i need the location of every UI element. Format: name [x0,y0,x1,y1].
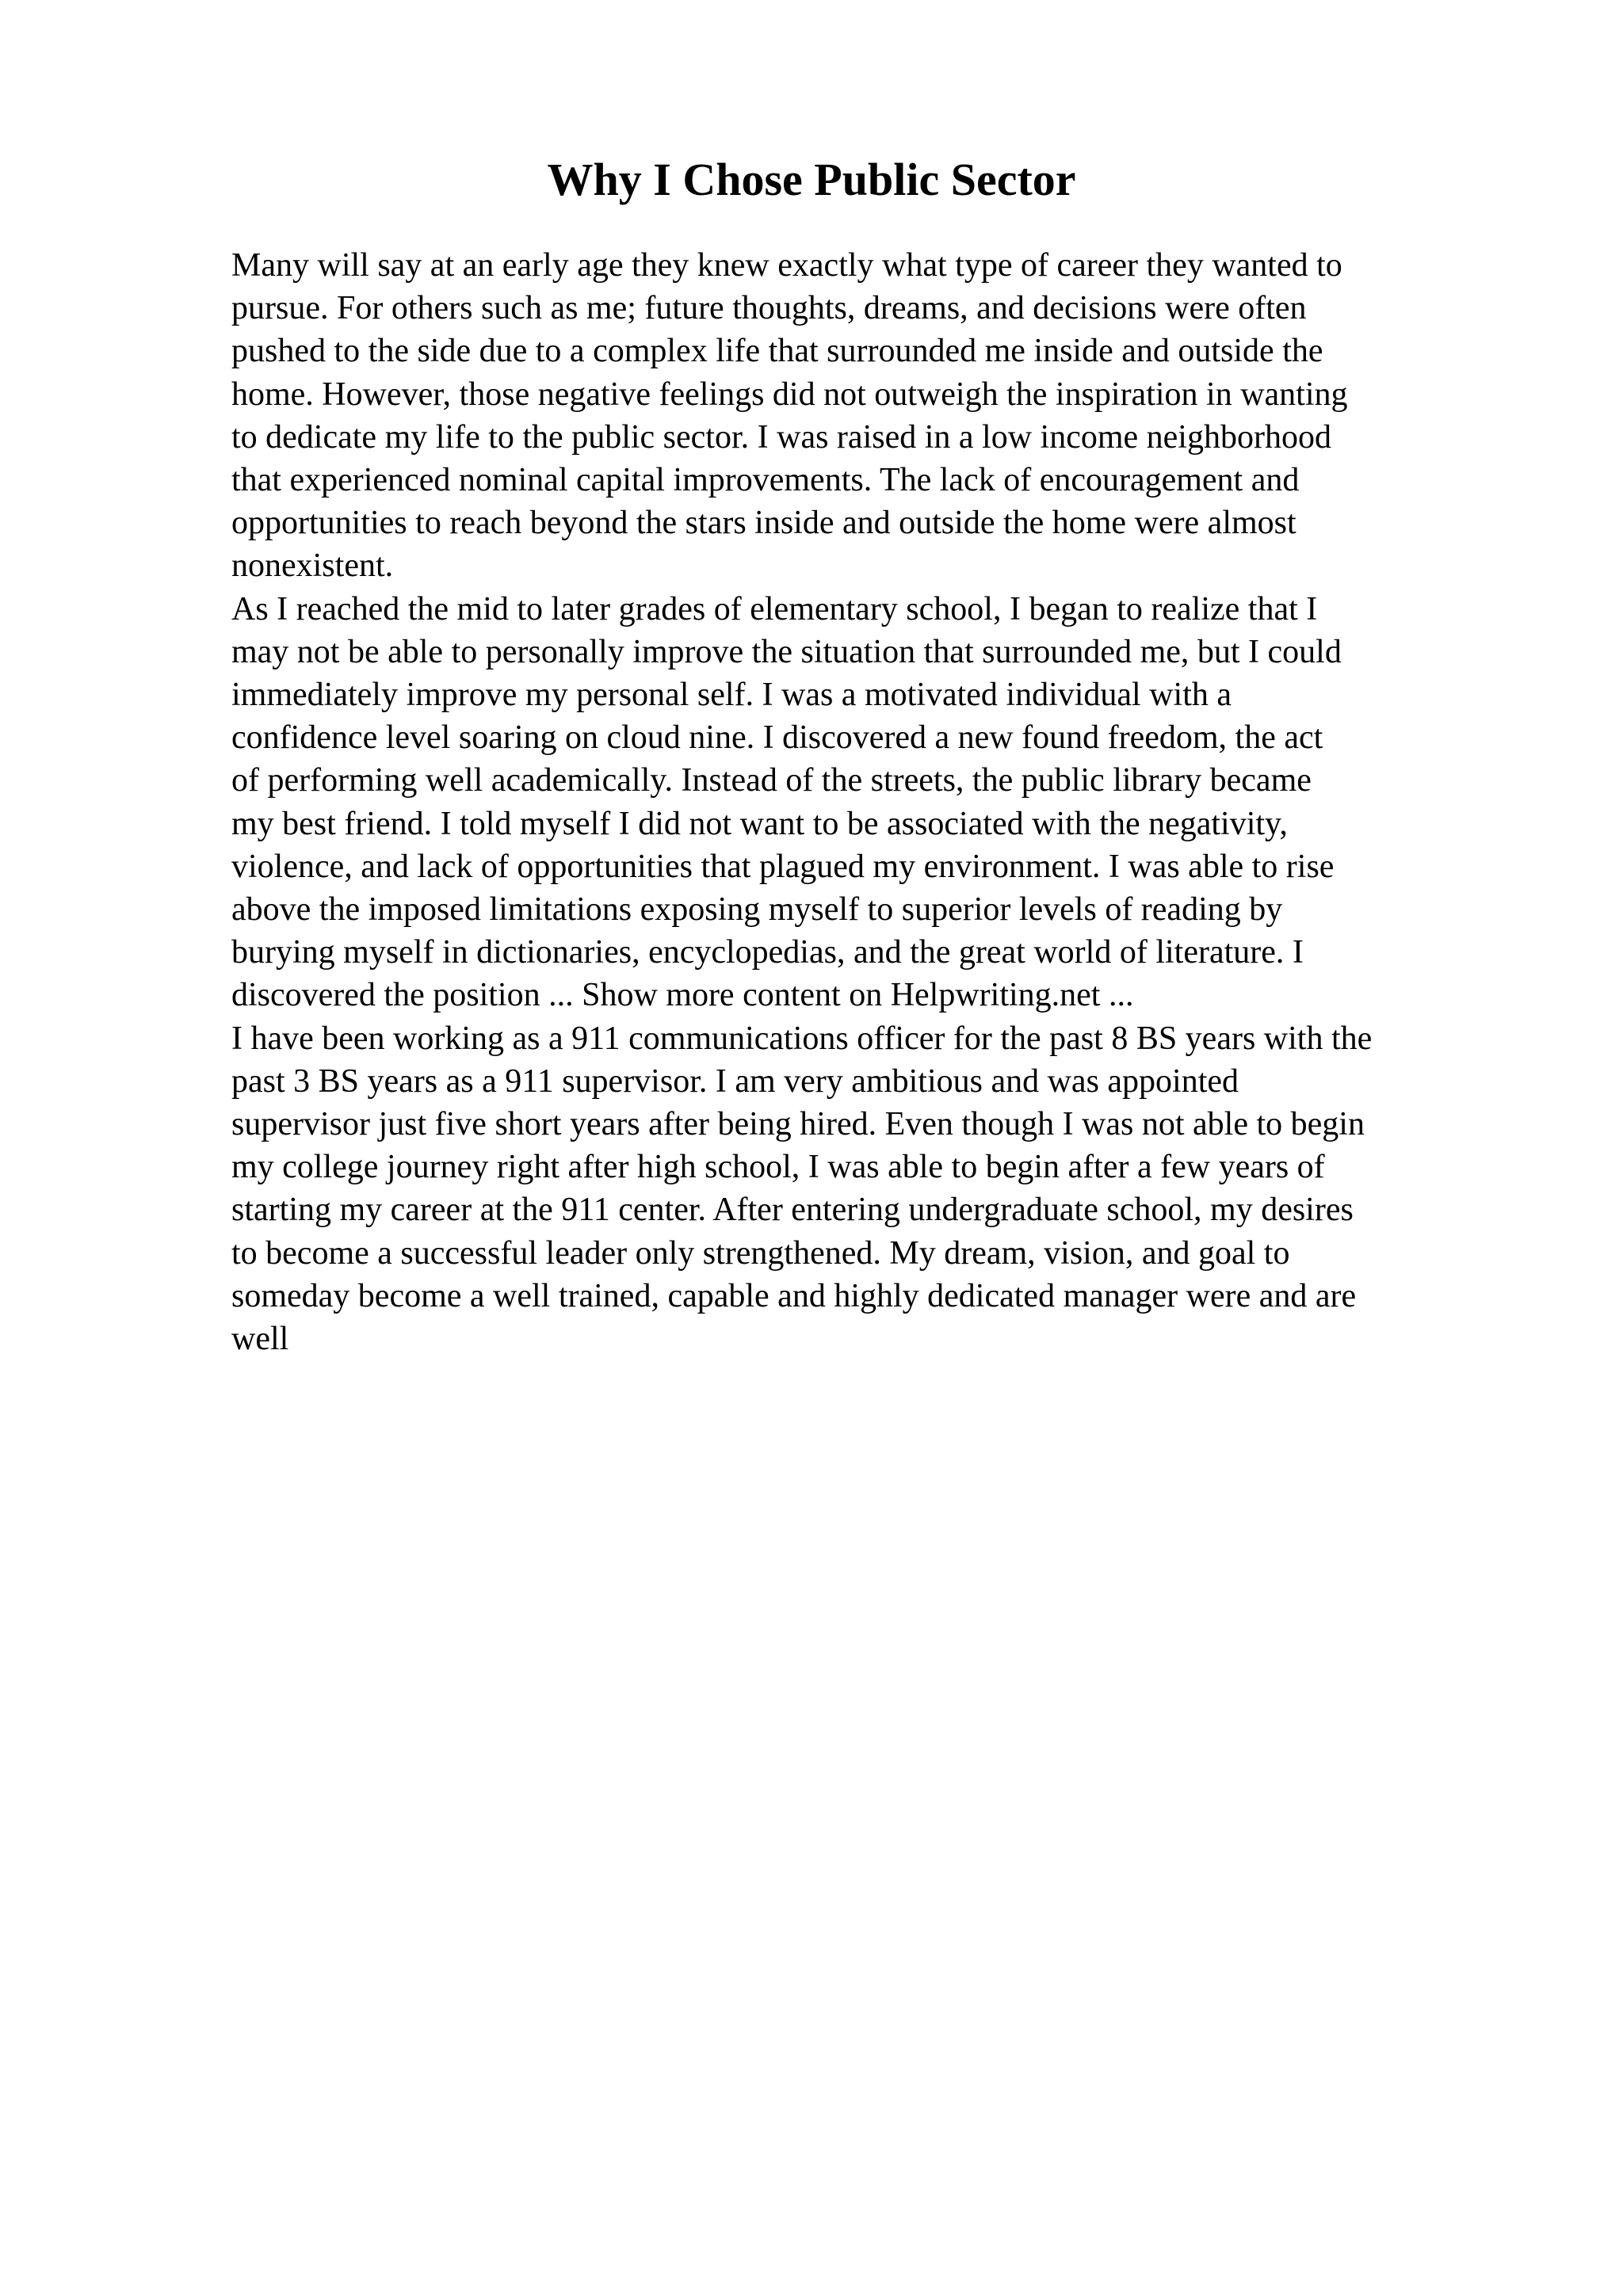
text-line: Many will say at an early age they knew exactly what type of career they wanted to [231,247,1342,284]
text-line: past 3 BS years as a 911 supervisor. I am very ambitious and was appointed [231,1062,1239,1100]
text-line: my best friend. I told myself I did not want to be associated with the negativity, [231,805,1288,842]
text-line: pursue. For others such as me; future thoughts, dreams, and decisions were often [231,290,1307,327]
document-title: Why I Chose Public Sector [547,154,1076,205]
text-line: that experienced nominal capital improvements. The lack of encouragement and [231,462,1300,499]
text-line: I have been working as a 911 communications officer for the past 8 BS years with the [231,1020,1373,1057]
text-line: nonexistent. [231,547,394,585]
text-line: supervisor just five short years after being hired. Even though I was not able to begin [231,1106,1365,1143]
text-line: well [231,1321,289,1358]
text-line: burying myself in dictionaries, encyclopedias, and the great world of literature. I [231,934,1304,971]
text-line: discovered the position ... Show more content on Helpwriting.net ... [231,977,1134,1014]
text-line: violence, and lack of opportunities that plagued my environment. I was able to rise [231,848,1335,885]
text-line: starting my career at the 911 center. After entering undergraduate school, my desires [231,1192,1354,1229]
text-line: to become a successful leader only strengthened. My dream, vision, and goal to [231,1234,1290,1272]
text-line: confidence level soaring on cloud nine. I discovered a new found freedom, the act [231,719,1323,757]
document-body [231,244,1515,1360]
text-line: may not be able to personally improve the situation that surrounded me, but I could [231,633,1342,670]
text-line: of performing well academically. Instead of the streets, the public library became [231,762,1312,799]
text-line: As I reached the mid to later grades of elementary school, I began to realize that I [231,590,1318,627]
text-line: my college journey right after high school, I was able to begin after a few years of [231,1149,1325,1186]
text-line: home. However, those negative feelings did not outweigh the inspiration in wanting [231,376,1348,413]
text-line: immediately improve my personal self. I was a motivated individual with a [231,677,1232,714]
text-line: above the imposed limitations exposing myself to superior levels of reading by [231,891,1283,929]
text-line: someday become a well trained, capable and highly dedicated manager were and are [231,1277,1357,1314]
text-line: opportunities to reach beyond the stars inside and outside the home were almost [231,505,1296,542]
text-line: to dedicate my life to the public sector. I was raised in a low income neighborhood [231,418,1331,456]
text-line: pushed to the side due to a complex life that surrounded me inside and outside the [231,333,1323,370]
